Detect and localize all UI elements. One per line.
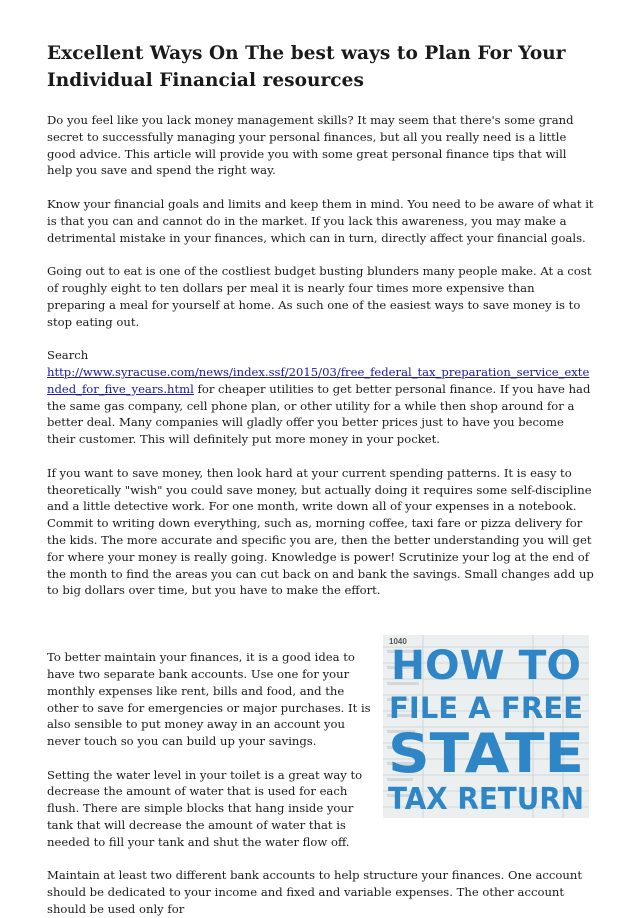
image-line-1: HOW TO	[391, 643, 581, 690]
image-line-3: STATE	[388, 722, 584, 786]
paragraph-bank-accounts: Maintain at least two different bank accounts to help structure your finances. One account should be dedicated to your income and fixed and variable expenses. The other account should be used only for	[47, 868, 582, 917]
paragraph-toilet: Setting the water level in your toilet is a great way to decrease the amount of water that is used for each flush. There are simple blocks that hang inside your tank that will decrease the amount of water that is needed to fill your tank and shut the water flow off.	[47, 767, 363, 849]
tax-return-image	[383, 635, 589, 818]
image-line-2: FILE A FREE	[389, 691, 583, 726]
paragraph-utilities	[47, 347, 595, 448]
paragraph-intro: Do you feel like you lack money management skills? It may seem that there's some grand secret to successfully managing your personal finances, but all you really need is a little good advice. This article will provide you with some great personal finance tips that will help you save and spend the right way.	[47, 113, 574, 178]
image-section	[47, 637, 595, 851]
paragraph-eating-out: Going out to eat is one of the costliest budget busting blunders many people make. At a cost of roughly eight to ten dollars per meal it is nearly four times more expensive than preparing a meal for yourself at home. As such one of the easiest ways to save money is to stop eating out.	[47, 264, 592, 329]
image-line-4: TAX RETURN	[388, 782, 584, 818]
article-link[interactable]: http://www.syracuse.com/news/index.ssf/2015/03/free_federal_tax_preparation_service_extended_for_five_years.html	[47, 364, 590, 396]
form-number: 1040	[389, 637, 407, 647]
utilities-text: for cheaper utilities to get better personal finance. If you have had the same gas company, cell phone plan, or other utility for a while then shop around for a better deal. Many companies will gladly offer you better prices just to have you become their customer. This will definitely put more money in your pocket.	[47, 381, 591, 447]
paragraph-goals: Know your financial goals and limits and keep them in mind. You need to be aware of what it is that you can and cannot do in the market. If you lack this awareness, you may make a detrimental mistake in your finances, which can in turn, directly affect your financial goals.	[47, 196, 594, 245]
tax-form-illustration	[383, 635, 589, 818]
document-page	[47, 40, 595, 918]
search-word: Search	[47, 348, 89, 363]
left-column	[47, 649, 377, 851]
paragraph-two-accounts: To better maintain your finances, it is a good idea to have two separate bank accounts. Use one for your monthly expenses like rent, bills and food, and the other to save for emergencies or major purchases. It is also sensible to put money away in an account you never touch so you can build up your savings.	[47, 650, 371, 749]
paragraph-spending: If you want to save money, then look hard at your current spending patterns. It is easy to theoretically "wish" you could save money, but actually doing it requires some self-discipline and a little detective work. For one month, write down all of your expenses in a notebook. Commit to writing down everything, such as, morning coffee, taxi fare or pizza delivery for the kids. The more accurate and specific you are, then the better understanding you will get for where your money is really going. Knowledge is power! Scrutinize your log at the end of the month to find the areas you can cut back on and bank the savings. Small changes add up to big dollars over time, but you have to make the effort.	[47, 465, 594, 598]
page-title: Excellent Ways On The best ways to Plan For Your Individual Financial resources	[47, 43, 566, 91]
